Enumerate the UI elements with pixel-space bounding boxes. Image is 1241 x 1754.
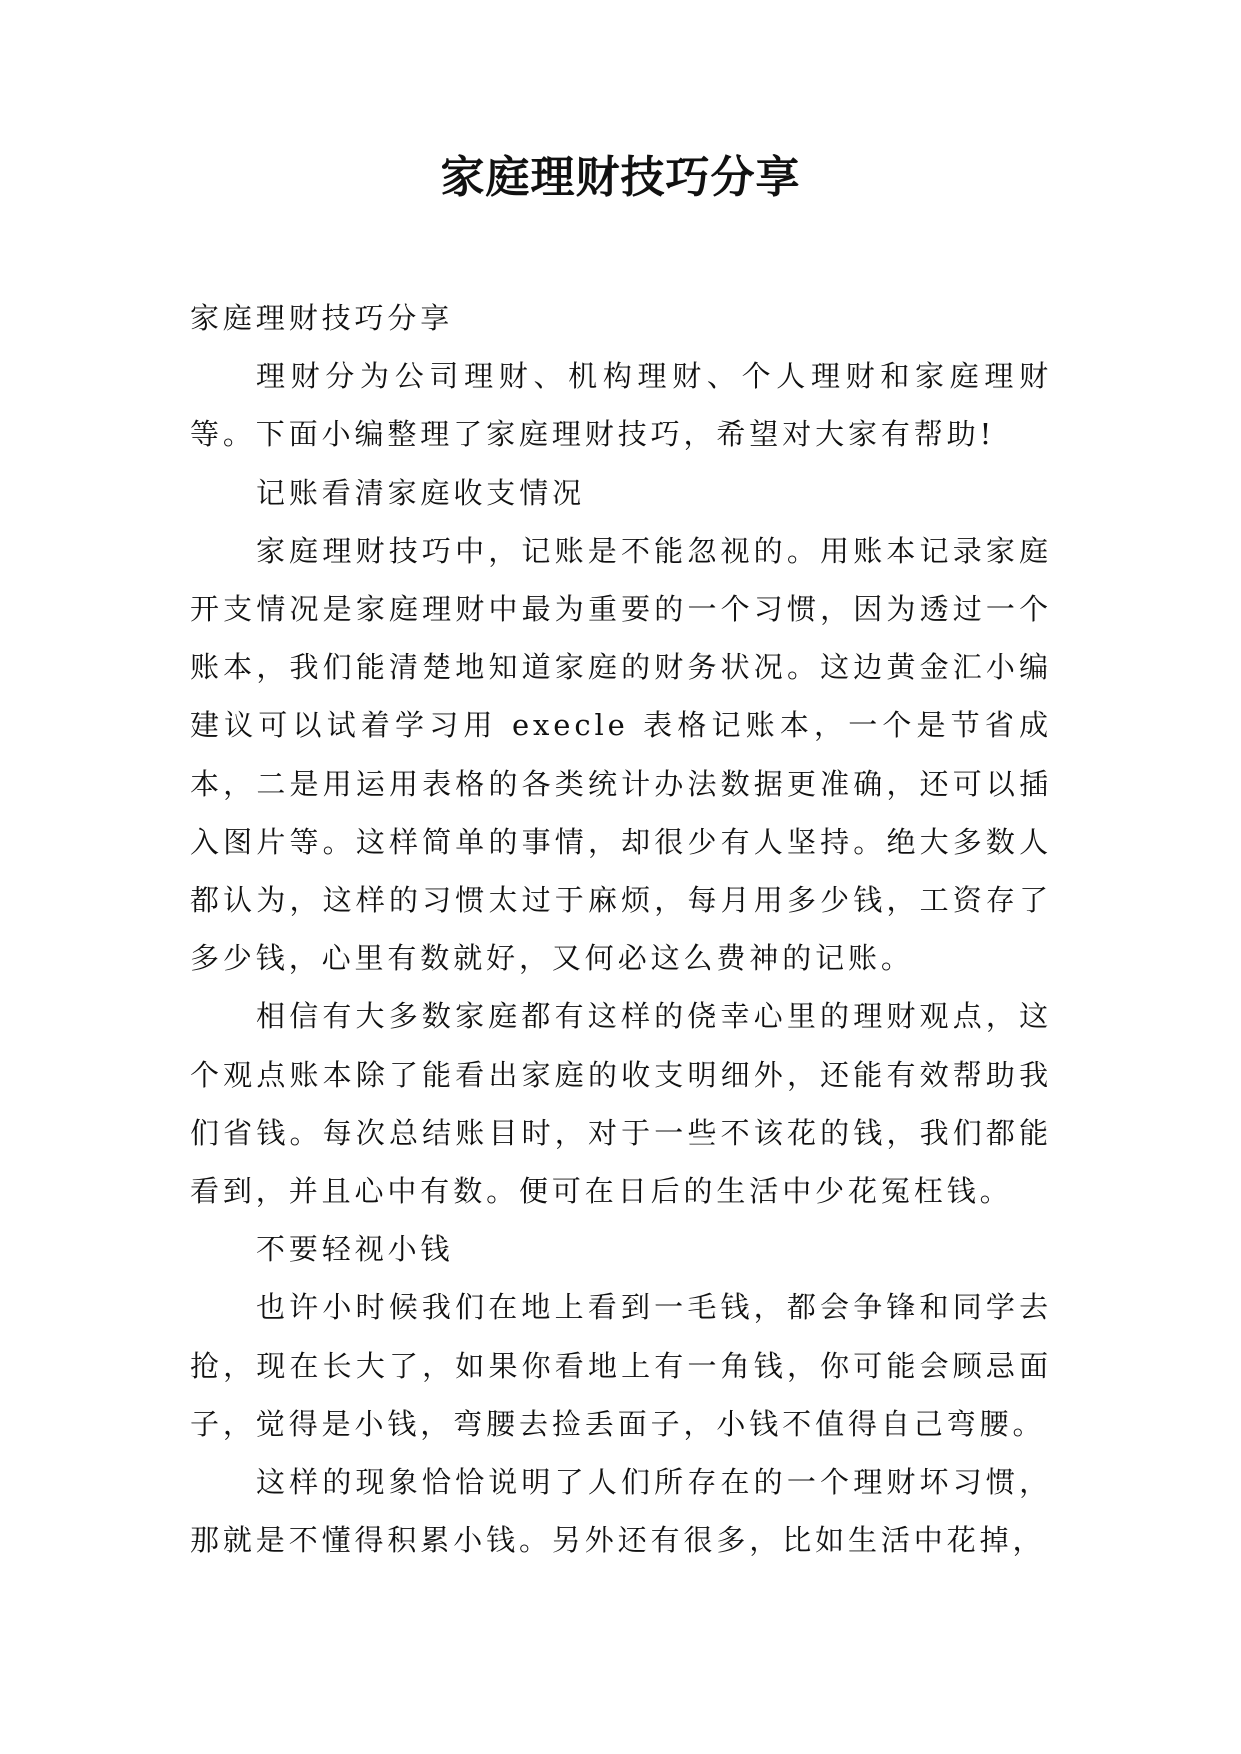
paragraph-bad-habit: 这样的现象恰恰说明了人们所存在的一个理财坏习惯，那就是不懂得积累小钱。另外还有很多，比如生活中花掉， bbox=[190, 1465, 1052, 1558]
paragraph-childhood: 也许小时候我们在地上看到一毛钱，都会争锋和同学去抢，现在长大了，如果你看地上有一角钱，你可能会顾忌面子，觉得是小钱，弯腰去捡丢面子，小钱不值得自己弯腰。 bbox=[190, 1290, 1052, 1441]
section-heading-small-money: 不要轻视小钱 bbox=[256, 1232, 454, 1267]
document-subtitle: 家庭理财技巧分享 bbox=[190, 301, 454, 335]
paragraph-intro: 理财分为公司理财、机构理财、个人理财和家庭理财等。下面小编整理了家庭理财技巧，希望对大家有帮助! bbox=[190, 359, 1052, 452]
paragraph-bookkeeping: 家庭理财技巧中，记账是不能忽视的。用账本记录家庭开支情况是家庭理财中最为重要的一个习惯，因为透过一个账本，我们能清楚地知道家庭的财务状况。这边黄金汇小编建议可以试着学习用 execle 表格记账本，一个是节省成本，二是用运用表格的各类统计办法数据更准确，还可以插入图片等。这样简单的事情，却很少有人坚持。绝大多数人都认为，这样的习惯太过于麻烦，每月用多少钱，工资存了多少钱，心里有数就好，又何必这么费神的记账。 bbox=[190, 533, 1052, 976]
document-title: 家庭理财技巧分享 bbox=[440, 152, 801, 203]
paragraph-saving: 相信有大多数家庭都有这样的侥幸心里的理财观点，这个观点账本除了能看出家庭的收支明细外，还能有效帮助我们省钱。每次总结账目时，对于一些不该花的钱，我们都能看到，并且心中有数。便可在日后的生活中少花冤枉钱。 bbox=[190, 999, 1052, 1209]
section-heading-bookkeeping: 记账看清家庭收支情况 bbox=[256, 475, 586, 510]
document-body bbox=[190, 289, 1052, 1569]
